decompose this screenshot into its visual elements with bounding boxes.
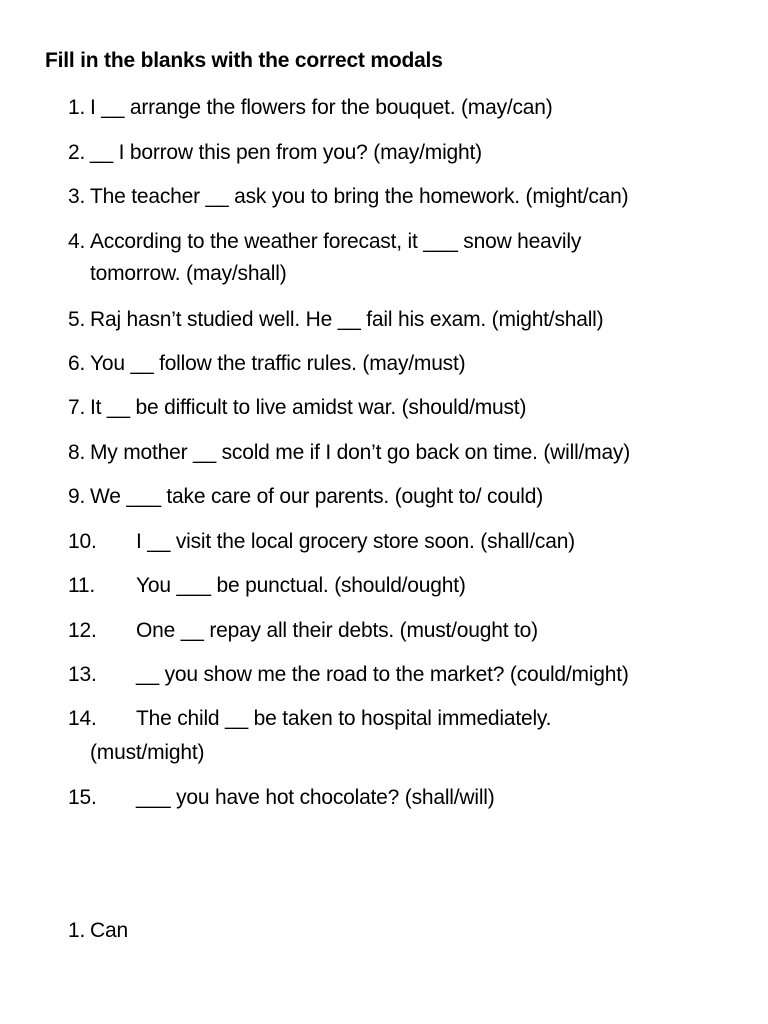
question-text: ___ you have hot chocolate? (shall/will)	[136, 786, 495, 809]
question-text: You ___ be punctual. (should/ought)	[136, 574, 466, 597]
question-number: 15.	[68, 786, 97, 809]
question-number: 2.	[68, 141, 86, 164]
question-text: My mother __ scold me if I don’t go back on time. (will/may)	[90, 441, 631, 464]
question-text-continued: tomorrow. (may/shall)	[90, 262, 287, 285]
question-number: 8.	[68, 441, 86, 464]
question-text: We ___ take care of our parents. (ought to/ could)	[90, 485, 544, 508]
question-number: 5.	[68, 308, 86, 331]
question-number: 12.	[68, 619, 97, 642]
question-number: 1.	[68, 96, 86, 119]
question-number: 3.	[68, 185, 86, 208]
question-number: 4.	[68, 230, 86, 253]
question-text: You __ follow the traffic rules. (may/must)	[90, 352, 466, 375]
question-number: 11.	[68, 574, 96, 597]
answer-number: 1.	[68, 919, 86, 942]
question-text: I __ arrange the flowers for the bouquet. (may/can)	[90, 96, 553, 119]
question-number: 10.	[68, 530, 97, 553]
question-text: It __ be difficult to live amidst war. (should/must)	[90, 396, 527, 419]
question-text: The child __ be taken to hospital immediately.	[136, 707, 552, 730]
question-text-continued: (must/might)	[90, 741, 205, 764]
question-number: 9.	[68, 485, 86, 508]
question-number: 7.	[68, 396, 86, 419]
question-text: Raj hasn’t studied well. He __ fail his exam. (might/shall)	[90, 308, 604, 331]
question-number: 14.	[68, 707, 97, 730]
worksheet-heading: Fill in the blanks with the correct modals	[45, 49, 443, 72]
question-text: __ I borrow this pen from you? (may/might)	[90, 141, 482, 164]
question-text: The teacher __ ask you to bring the homework. (might/can)	[90, 185, 629, 208]
question-text: According to the weather forecast, it ___ snow heavily	[90, 230, 582, 253]
question-text: __ you show me the road to the market? (could/might)	[136, 663, 629, 686]
question-text: I __ visit the local grocery store soon. (shall/can)	[136, 530, 575, 553]
question-number: 13.	[68, 663, 97, 686]
question-number: 6.	[68, 352, 86, 375]
answer-text: Can	[90, 919, 128, 942]
question-text: One __ repay all their debts. (must/ought to)	[136, 619, 538, 642]
